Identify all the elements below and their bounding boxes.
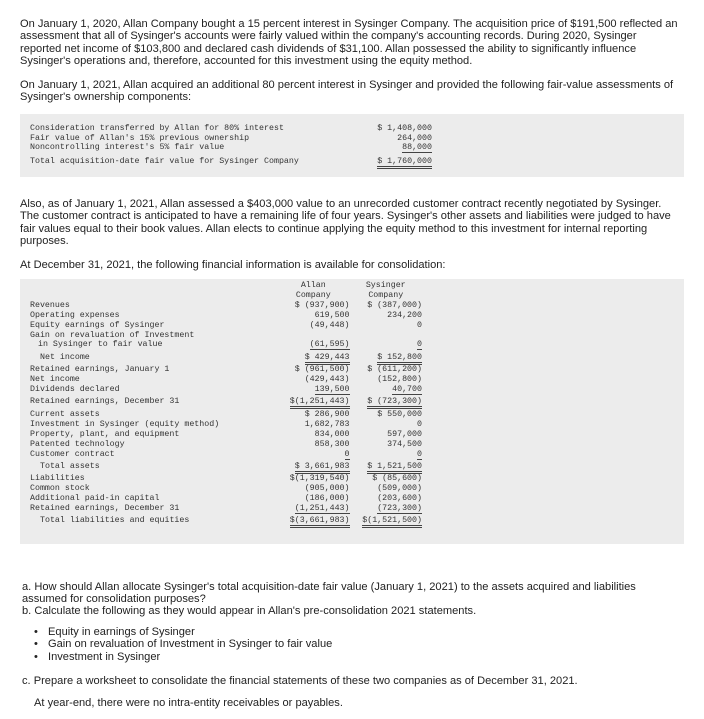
table-row: Revenues $ (937,900) $ (387,000) bbox=[30, 300, 422, 310]
table-row: Common stock (905,000) (509,000) bbox=[30, 484, 422, 494]
table-row: Current assets $ 286,900 $ 550,000 bbox=[30, 409, 422, 419]
question-c: c. Prepare a worksheet to consolidate the financial statements of these two companies as of December 31, 2021. bbox=[22, 675, 578, 687]
table-row: Retained earnings, December 31 (1,251,443) (723,300) bbox=[30, 504, 422, 514]
allan-header: Allan Company bbox=[295, 281, 331, 300]
row-label: Total acquisition-date fair value for Sysinger Company bbox=[30, 156, 299, 166]
table-row: Retained earnings, January 1 $ (961,500) $ (611,200) bbox=[30, 365, 422, 375]
question-b: b. Calculate the following as they would appear in Allan's pre-consolidation 2021 statements. bbox=[22, 605, 477, 617]
table-row: Net income (429,443) (152,800) bbox=[30, 375, 422, 385]
table-row: Retained earnings, December 31 $(1,251,443) $ (723,300) bbox=[30, 395, 422, 407]
row-amount: 264,000 bbox=[397, 133, 432, 143]
table-row bbox=[30, 153, 432, 167]
table-row: Total liabilities and equities $(3,661,983) $(1,521,500) bbox=[30, 514, 422, 526]
financial-statements-box bbox=[20, 279, 684, 544]
financial-statements-table bbox=[30, 281, 422, 526]
list-item: • Investment in Sysinger bbox=[34, 651, 332, 663]
table-row: Gain on revaluation of Investment bbox=[30, 330, 195, 340]
header-row bbox=[30, 281, 422, 301]
table-row: Net income $ 429,443 $ 152,800 bbox=[30, 350, 422, 362]
list-item: • Equity in earnings of Sysinger bbox=[34, 626, 332, 638]
table-row bbox=[30, 134, 432, 144]
question-a: a. How should Allan allocate Sysinger's total acquisition-date fair value (January 1, 2021) to the assets acquired and liabilities assumed for consolidation purposes? bbox=[22, 581, 636, 606]
row-label: Noncontrolling interest's 5% fair value bbox=[30, 143, 225, 153]
table-row bbox=[30, 143, 432, 153]
row-amount: $ 1,408,000 bbox=[377, 124, 432, 133]
row-label: Fair value of Allan's 15% previous ownership bbox=[30, 133, 250, 143]
table-row: Dividends declared 139,500 40,700 bbox=[30, 385, 422, 395]
fair-value-table bbox=[30, 124, 432, 166]
table-row: Equity earnings of Sysinger (49,448) 0 bbox=[30, 320, 422, 330]
row-amount: $ 1,760,000 bbox=[364, 153, 432, 167]
table-row: Patented technology 858,300 374,500 bbox=[30, 439, 422, 449]
fair-value-table-box bbox=[20, 114, 684, 177]
table-row: Investment in Sysinger (equity method) 1,682,783 0 bbox=[30, 419, 422, 429]
intro-paragraph: On January 1, 2020, Allan Company bought a 15 percent interest in Sysinger Company. The acquisition price of $191,500 reflected an assessment that all of Sysinger's accounts were fairly valued within the company's accounting records. During 2020, Sysinger reported net income of $103,800 and declared cash dividends of $31,100. Allan possessed the ability to significantly influence Sysinger's operations and, therefore, accounted for this investment using the equity method. bbox=[20, 18, 678, 68]
table-row: in Sysinger to fair value (61,595) 0 bbox=[38, 340, 422, 350]
table-row: Liabilities $(1,319,540) $ (85,600) bbox=[30, 474, 422, 484]
list-item: • Gain on revaluation of Investment in Sysinger to fair value bbox=[34, 638, 332, 650]
row-label: Consideration transferred by Allan for 80% interest bbox=[30, 124, 284, 133]
row-amount: 88,000 bbox=[402, 143, 432, 153]
year-end-note: At year-end, there were no intra-entity receivables or payables. bbox=[34, 697, 343, 709]
table-row: Operating expenses 619,500 234,200 bbox=[30, 310, 422, 320]
fair-value-intro-paragraph: On January 1, 2021, Allan acquired an additional 80 percent interest in Sysinger and provided the following fair-value assessments of Sysinger's ownership components: bbox=[20, 79, 674, 104]
customer-contract-paragraph: Also, as of January 1, 2021, Allan assessed a $403,000 value to an unrecorded customer contract recently negotiated by Sysinger. The customer contract is anticipated to have a remaining life of four years. Sysinger's other assets and liabilities were judged to have fair values equal to their book values. Allan elects to continue applying the equity method to this investment for internal reporting purposes. bbox=[20, 198, 671, 248]
table-row: Property, plant, and equipment 834,000 597,000 bbox=[30, 429, 422, 439]
table-row: Additional paid-in capital (186,000) (203,600) bbox=[30, 494, 422, 504]
table-row: Customer contract 0 0 bbox=[30, 449, 422, 459]
sysinger-header: Sysinger Company bbox=[365, 281, 406, 300]
table-row: Total assets $ 3,661,983 $ 1,521,500 bbox=[30, 459, 422, 471]
question-b-list bbox=[34, 626, 332, 663]
table-row bbox=[30, 124, 432, 134]
financial-info-intro: At December 31, 2021, the following financial information is available for consolidation: bbox=[20, 259, 446, 271]
